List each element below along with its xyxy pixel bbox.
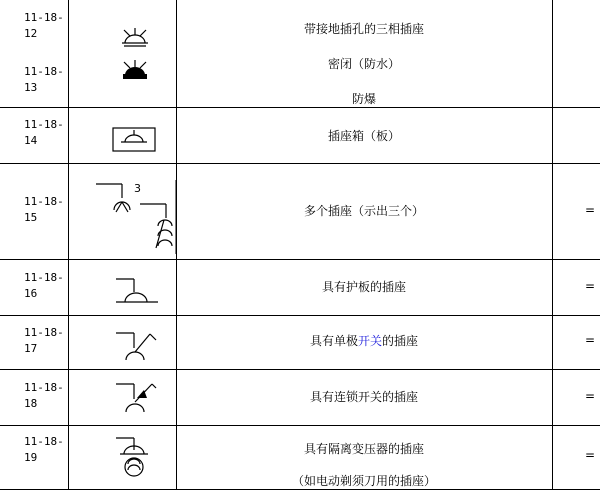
item-code: 11-18- 16 xyxy=(24,271,64,300)
item-description: 具有隔离变压器的插座 （如电动剃须刀用的插座） xyxy=(291,442,436,488)
item-code: 11-18- 19 xyxy=(24,435,64,464)
item-code: 11-18- 18 xyxy=(24,381,64,410)
socket-with-shutter-icon xyxy=(112,276,162,308)
symbol-label: 3 xyxy=(134,182,141,195)
item-description: 带接地插孔的三相插座 密闭（防水） 防爆 xyxy=(303,22,424,106)
column-divider xyxy=(552,0,553,490)
item-description: 具有护板的插座 xyxy=(321,280,406,294)
equivalence-mark: = xyxy=(584,333,596,347)
item-description: 具有连锁开关的插座 xyxy=(309,390,418,404)
item-code: 11-18- 15 xyxy=(24,195,64,224)
socket-isolating-transformer-icon xyxy=(112,432,162,484)
row-divider xyxy=(0,315,600,316)
equivalence-mark: = xyxy=(584,203,596,217)
three-phase-socket-earth-icon xyxy=(118,28,152,84)
item-code: 11-18- 13 xyxy=(24,65,64,94)
item-description: 多个插座（示出三个） xyxy=(303,204,424,218)
item-description: 具有单极开关的插座 xyxy=(309,334,419,348)
column-divider xyxy=(68,0,69,490)
equivalence-mark: = xyxy=(584,389,596,403)
item-code: 11-18- 14 xyxy=(24,118,64,147)
socket-single-pole-switch-icon xyxy=(112,326,162,364)
row-divider xyxy=(0,259,600,260)
item-description: 插座箱（板） xyxy=(327,129,400,143)
row-divider xyxy=(0,425,600,426)
row-divider xyxy=(0,369,600,370)
socket-box-icon xyxy=(112,127,156,153)
item-code: 11-18- 12 xyxy=(24,11,64,40)
equivalence-mark: = xyxy=(584,448,596,462)
item-code: 11-18- 17 xyxy=(24,326,64,355)
socket-interlock-switch-icon xyxy=(112,378,162,416)
row-divider xyxy=(0,163,600,164)
equivalence-mark: = xyxy=(584,279,596,293)
